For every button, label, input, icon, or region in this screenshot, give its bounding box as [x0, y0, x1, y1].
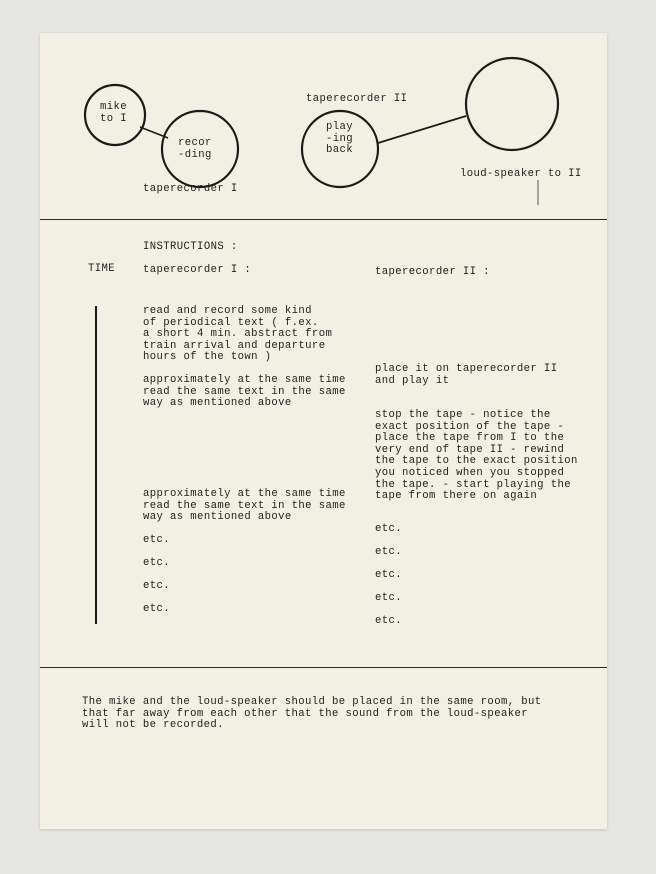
footer-note: The mike and the loud-speaker should be placed in the same room, but that far away from each other that the sound from the loud-speaker will not be recorded.	[82, 696, 542, 732]
col1-etc: etc.	[143, 534, 171, 546]
time-label: TIME	[88, 263, 116, 275]
document-page	[40, 33, 607, 829]
top-divider	[40, 219, 607, 220]
bottom-divider	[40, 667, 607, 668]
col1-step3: approximately at the same time read the same text in the same way as mentioned above	[143, 488, 346, 524]
col1-step2: approximately at the same time read the same text in the same way as mentioned above	[143, 374, 346, 410]
col1-etc: etc.	[143, 580, 171, 592]
col2-etc: etc.	[375, 615, 403, 627]
col2-etc: etc.	[375, 523, 403, 535]
taperecorder-2-label: taperecorder II	[306, 93, 408, 105]
col2-header: taperecorder II :	[375, 266, 490, 278]
loudspeaker-circle	[466, 58, 558, 150]
col2-etc: etc.	[375, 592, 403, 604]
col1-etc: etc.	[143, 603, 171, 615]
setup-diagram	[40, 33, 607, 223]
col2-etc: etc.	[375, 569, 403, 581]
col2-etc: etc.	[375, 546, 403, 558]
loudspeaker-label: loud-speaker to II	[460, 168, 582, 180]
taperecorder-1-label: taperecorder I	[143, 183, 238, 195]
time-axis-line	[95, 306, 97, 624]
col2-step2: stop the tape - notice the exact position of the tape - place the tape from I to the very end of tape II - rewind the tape to the exact position you noticed when you stopped the tape. - start playing the tape from there on again	[375, 409, 578, 503]
playing-back-label: play -ing back	[326, 121, 354, 157]
col2-step1: place it on taperecorder II and play it	[375, 363, 558, 387]
col1-etc: etc.	[143, 557, 171, 569]
mike-label: mike to I	[100, 101, 128, 125]
playback-to-speaker-line	[378, 116, 466, 143]
col1-step1: read and record some kind of periodical text ( f.ex. a short 4 min. abstract from train arrival and departure hours of the town )	[143, 305, 333, 364]
recording-label: recor -ding	[178, 137, 212, 161]
col1-header: taperecorder I :	[143, 264, 252, 276]
instructions-heading: INSTRUCTIONS :	[143, 241, 238, 253]
